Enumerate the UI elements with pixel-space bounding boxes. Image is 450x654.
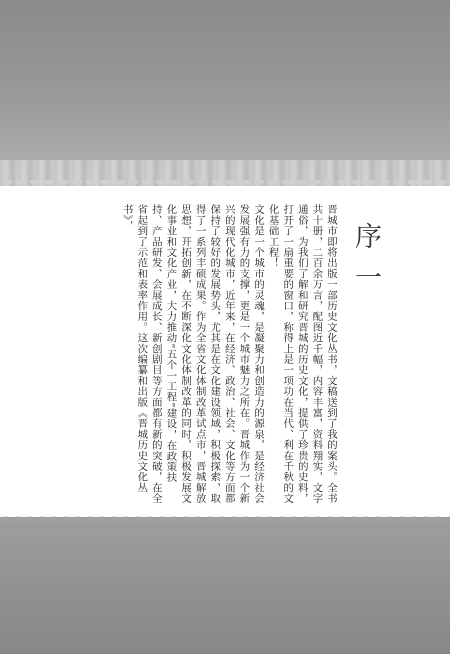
paragraph-1: 晋城市即将出版一部历史文化丛书，文稿送到了我的案头。全书共十册，二百余万言，配图近千幅，内容丰富，资料翔实，文字通俗，为我们了解和研究晋城的历史文化，提供了珍贵的史料，打开了一扇重要的窗口，称得上是一项功在当代、利在千秋的文化基础工程！ [266,204,337,504]
lace-edge [0,180,450,192]
top-decorative-band [0,0,450,186]
preface-body [44,204,338,504]
page-title: 序一 [350,222,381,304]
bottom-decorative-band [0,517,450,654]
bottom-band-edge [0,513,450,521]
paragraph-2: 文化是一个城市的灵魂，是凝聚力和创造力的源泉，是经济社会发展强有力的支撑，更是一个城市魅力之所在。晋城作为一个新兴的现代化城市，近年来，在经济、政治、社会、文化等方面都保持了较好的发展势头，尤其是在文化建设领域，积极探索，取得了一系列丰硕成果。作为全省文化体制改革试点市，晋城解放思想，开拓创新，在不断深化文化体制改革的同时，积极发展文化事业和文化产业，大力推动“五个一工程”建设，在政策扶持、产品研发、会展成长、新创剧目等方面都有新的突破，在全省起到了示范和表率作用。这次编纂和出版《晋城历史文化丛书》， [120,204,265,504]
